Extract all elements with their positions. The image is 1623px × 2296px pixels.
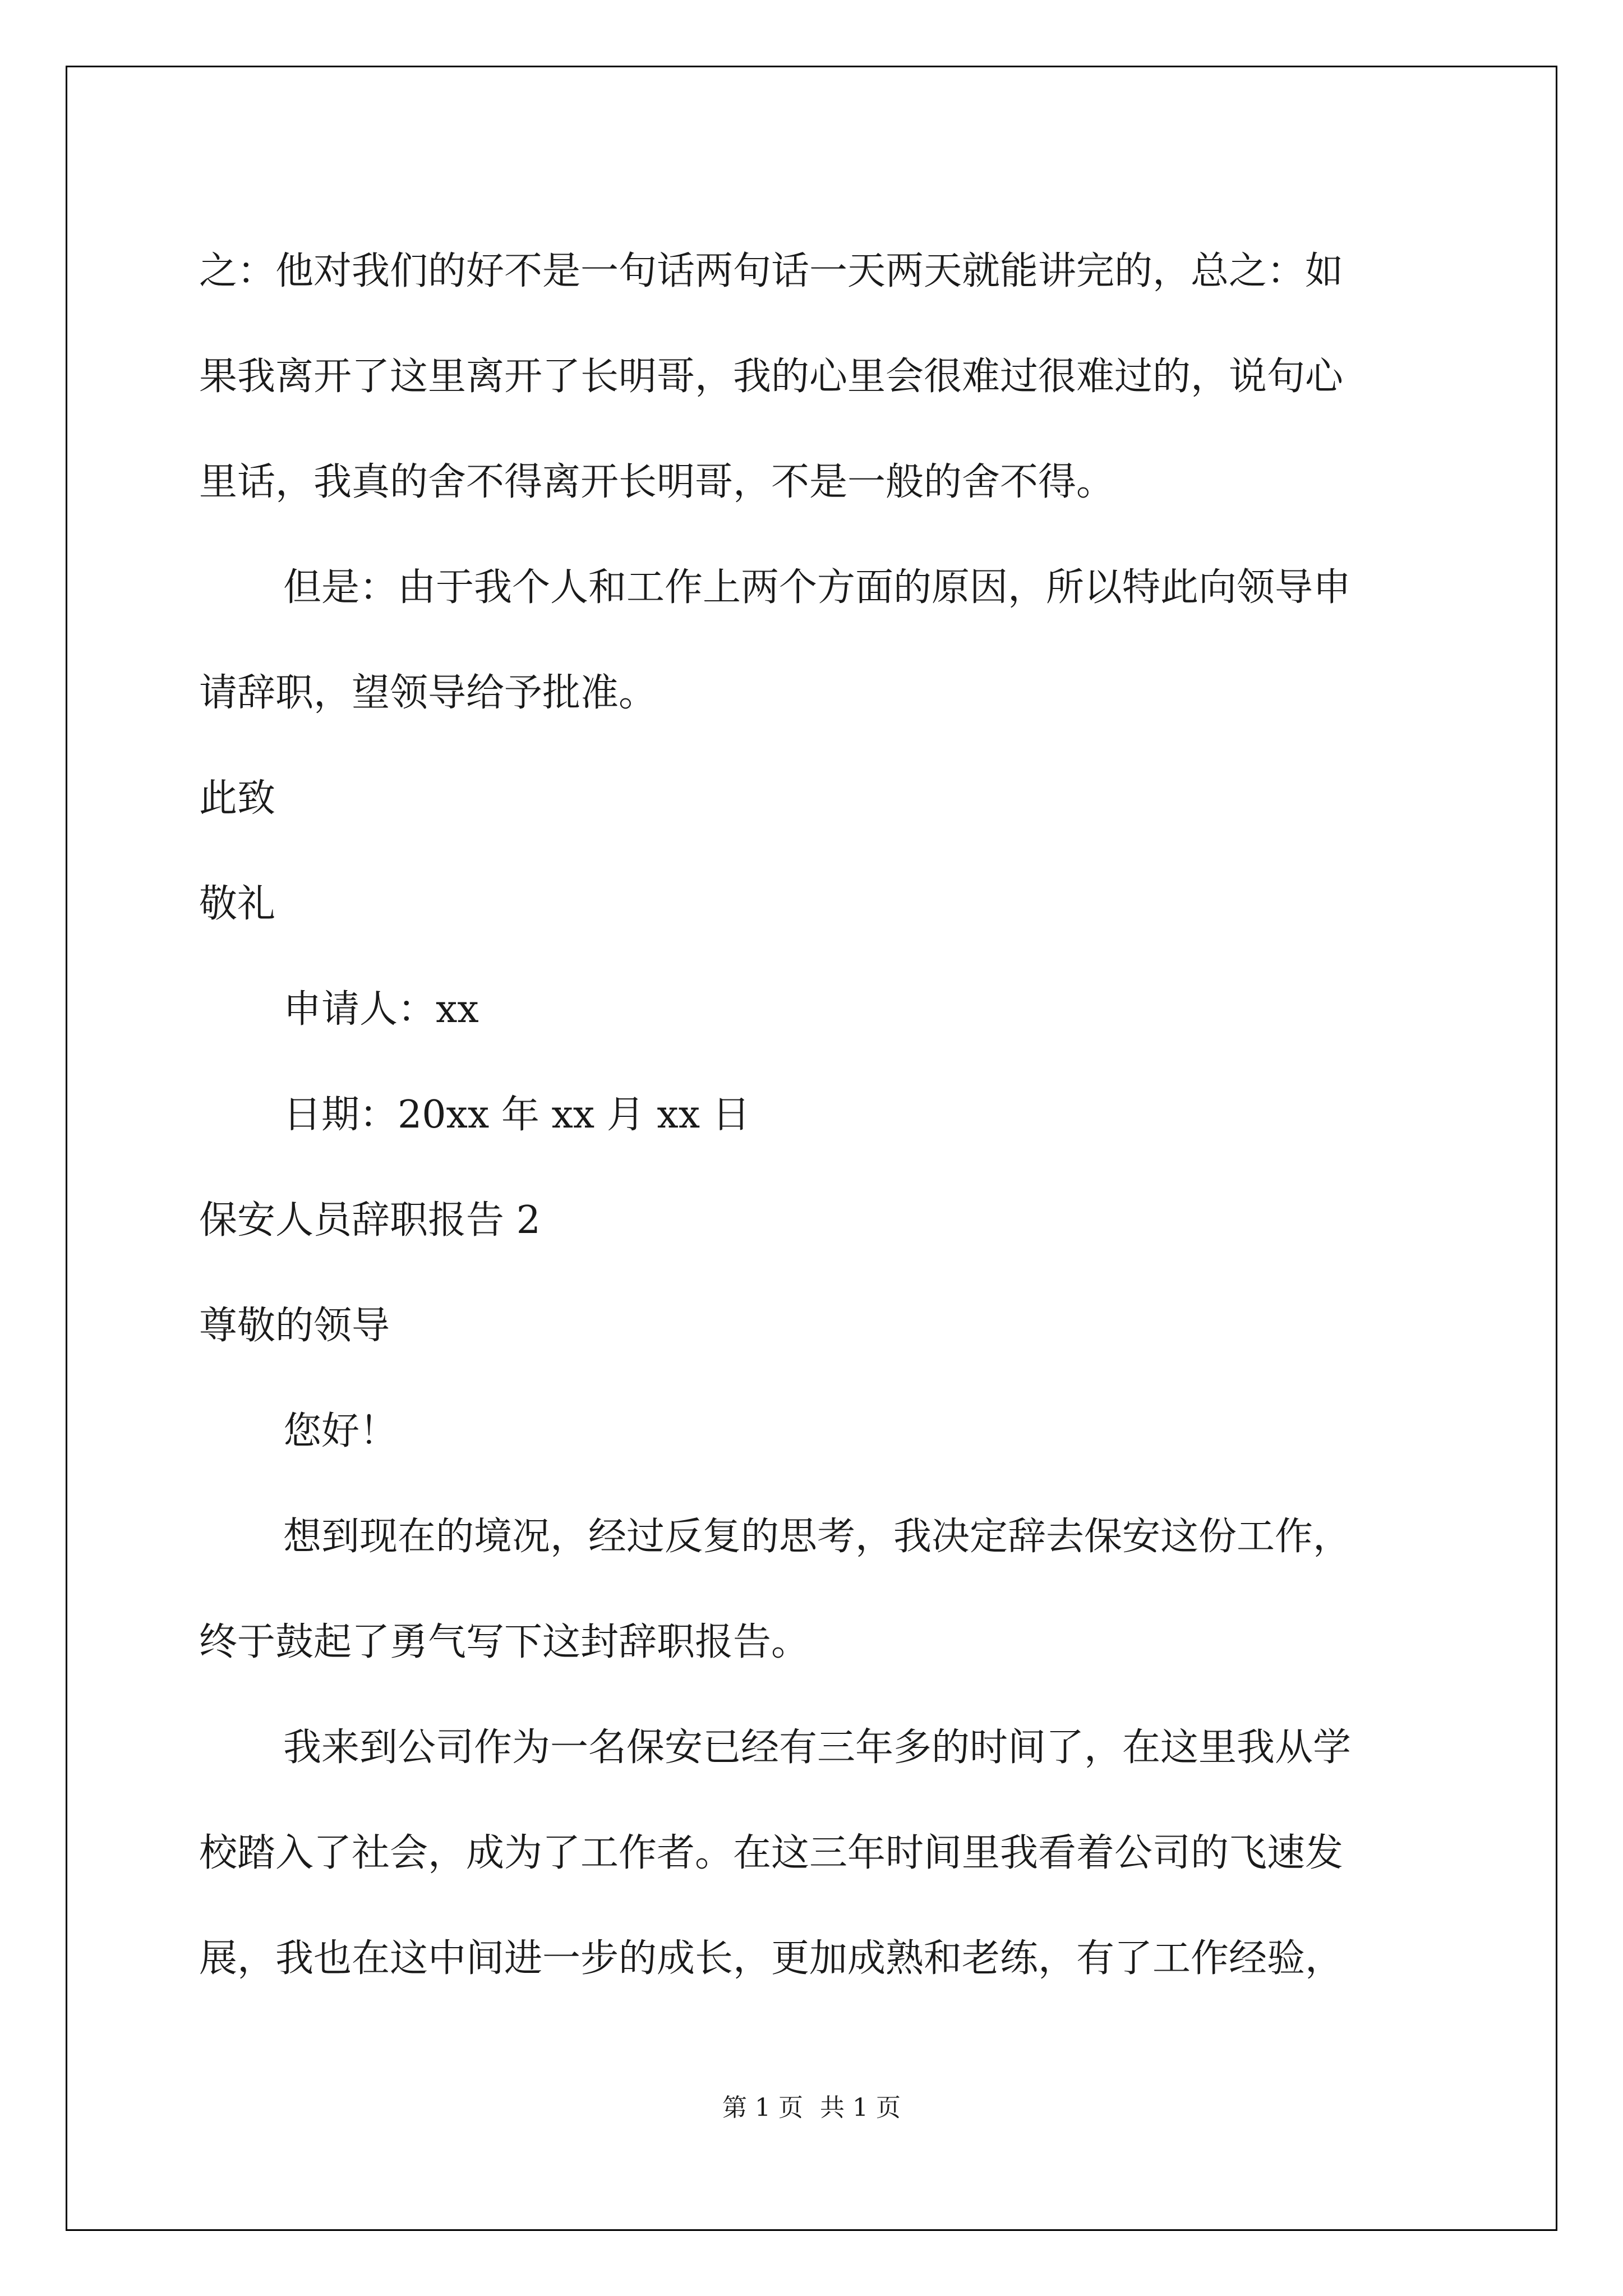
page-number-total: 共 1 页 [820, 2093, 901, 2122]
greeting-hello: 您好！ [283, 1409, 398, 1453]
section-title: 保安人员辞职报告 2 [199, 1198, 541, 1243]
page-number-current: 第 1 页 [722, 2093, 803, 2122]
text-line-4: 但是：由于我个人和工作上两个方面的原因，所以特此向领导申 [283, 565, 1352, 610]
document-body [199, 219, 1433, 2012]
applicant-line: 申请人：xx [283, 987, 479, 1032]
date-line: 日期：20xx 年 xx 月 xx 日 [283, 1093, 750, 1137]
closing-salutation: 此致 [199, 776, 276, 821]
text-line-3: 里话，我真的舍不得离开长明哥，不是一般的舍不得。 [199, 460, 1115, 504]
text-line-1: 之：他对我们的好不是一句话两句话一天两天就能讲完的，总之：如 [199, 249, 1344, 293]
text-line-14: 终于鼓起了勇气写下这封辞职报告。 [199, 1620, 810, 1664]
text-line-16: 校踏入了社会，成为了工作者。在这三年时间里我看着公司的飞速发 [199, 1831, 1344, 1875]
text-line-13: 想到现在的境况，经过反复的思考，我决定辞去保安这份工作， [283, 1515, 1352, 1559]
text-line-17: 展，我也在这中间进一步的成长，更加成熟和老练，有了工作经验， [199, 1936, 1344, 1981]
text-line-2: 果我离开了这里离开了长明哥，我的心里会很难过很难过的，说句心 [199, 355, 1344, 399]
greeting-recipient: 尊敬的领导 [199, 1304, 390, 1348]
page-footer [0, 2091, 1623, 2125]
closing-regards: 敬礼 [199, 882, 276, 926]
text-line-5: 请辞职，望领导给予批准。 [199, 671, 657, 715]
text-line-15: 我来到公司作为一名保安已经有三年多的时间了，在这里我从学 [283, 1726, 1352, 1770]
